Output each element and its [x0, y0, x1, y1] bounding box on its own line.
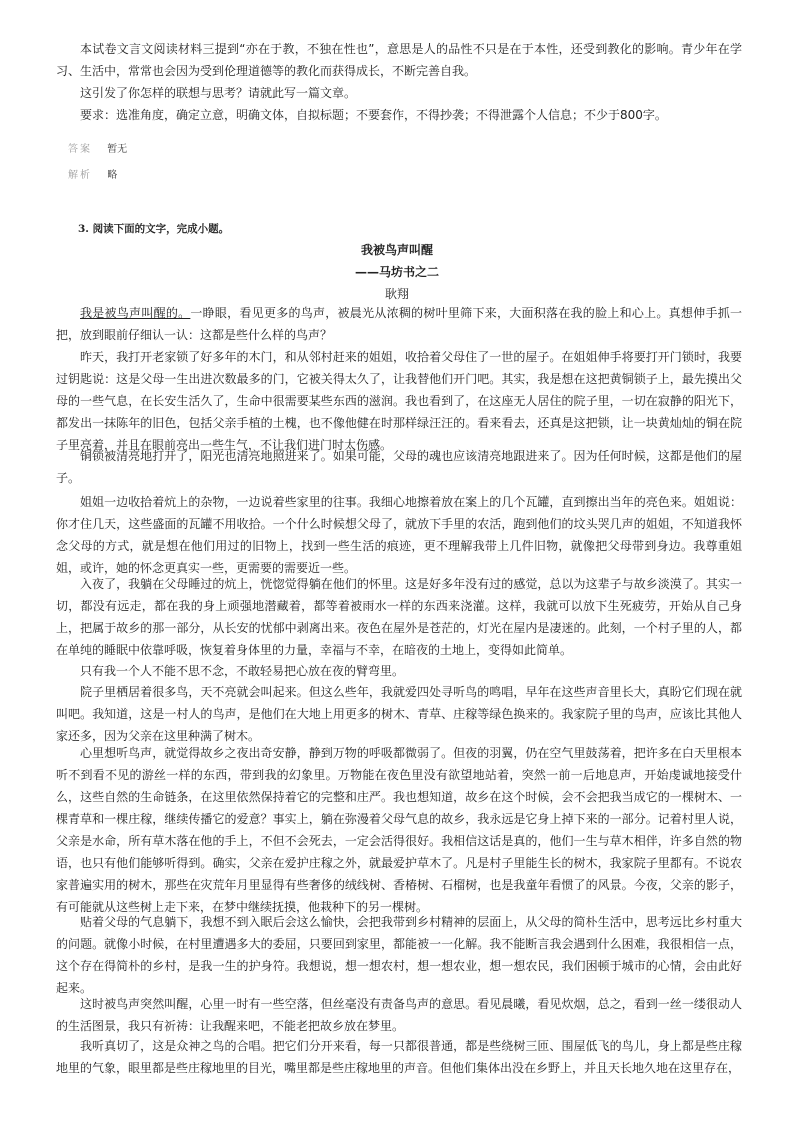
- article-paragraph-5: 入夜了，我躺在父母睡过的炕上，恍惚觉得躺在他们的怀里。这是好多年没有过的感觉，总以为这辈子与故乡淡漠了。其实一切，都没有远走，都在我的身上顽强地潜藏着，都等着被雨水一样的东西来浇灌。这样，我就可以放下生死疲劳，开始从自己身上，把属于故乡的那一部分，从长安的忧郁中剥离出来。夜色在屋外是苍茫的，灯光在屋内是凄迷的。此刻，一个村子里的人，都在单纯的睡眠中依靠呼吸，恢复着身体里的力量，幸福与不幸，在暗夜的土地上，变得如此简单。: [56, 577, 742, 657]
- question-header: 3. 阅读下面的文字，完成小题。: [78, 223, 230, 235]
- answer-row: [68, 140, 127, 155]
- article-subtitle: ——马坊书之二: [354, 265, 439, 279]
- article-author: 耿翔: [384, 287, 409, 301]
- paragraph-1-rest: 一睁眼，看见更多的鸟声，被晨光从浓稠的树叶里筛下来，大面积落在我的脸上和心上。真想伸手抓一把，放到眼前仔细认一认：这都是些什么样的鸟声？: [56, 306, 742, 342]
- article-paragraph-3: 铜锁被清亮地打开了，阳光也清亮地照进来了。如果可能，父母的魂也应该清亮地跟进来了。因为任何时候，这都是他们的屋子。: [56, 449, 742, 485]
- analysis-value: 略: [107, 170, 118, 181]
- article-paragraph-2: 昨天，我打开老家锁了好多年的木门，和从邻村赶来的姐姐，收拾着父母住了一世的屋子。在姐姐伸手将要打开门锁时，我要过钥匙说：这是父母一生出进次数最多的门，它被关得太久了，让我替他们开门吧。其实，我是想在这把黄铜锁子上，最先摸出父母的一些气息，在长安生活久了，生命中很需要某些东西的滋润。我也看到了，在这座无人居住的院子里，一切在寂静的阳光下，都发出一抹陈年的旧色，包括父亲手植的土槐，也不像他健在时那样绿汪汪的。看来看去，还真是这把锁，让一块黄灿灿的铜在院子里亮着，并且在眼前亮出一些生气，不让我们进门时太伤感。: [56, 350, 742, 452]
- article-paragraph-9: 贴着父母的气息躺下，我想不到入眠后会这么愉快，会把我带到乡村精神的层面上，从父母的简朴生活中，思考远比乡村重大的问题。就像小时候，在村里遭遇多大的委屈，只要回到家里，都能被一一化解。我不能断言我会遇到什么困难，我很相信一点，这个存在得简朴的乡村，是我一生的护身符。我想说，想一想农村，想一想农业，想一想农民，我们困顿于城市的心情，会由此好起来。: [56, 915, 742, 995]
- article-paragraph-10: 这时被鸟声突然叫醒，心里一时有一些空落，但丝毫没有责备鸟声的意思。看见晨曦，看见炊烟，总之，看到一丝一缕很动人的生活图景，我只有祈祷：让我醒来吧，不能老把故乡放在梦里。: [56, 997, 742, 1033]
- article-paragraph-1: [56, 302, 742, 346]
- answer-label: 答案: [68, 144, 92, 155]
- article-paragraph-6: 只有我一个人不能不思不念，不敢轻易把心放在夜的臂弯里。: [80, 664, 405, 678]
- article-paragraph-8: 心里想听鸟声，就觉得故乡之夜出奇安静，静到万物的呼吸都微弱了。但夜的羽翼，仍在空气里鼓荡着，把许多在白天里根本听不到看不见的游丝一样的东西，带到我的幻象里。万物能在夜色里没有欲望地站着，突然一前一后地息声，开始虔诚地接受什么，这些自然的生命链条，在这里依然保持着它的完整和庄严。我也想知道，故乡在这个时候，会不会把我当成它的一棵树木、一棵青草和一棵庄稼，继续传播它的爱意？事实上，躺在弥漫着父母气息的故乡，我永远是它身上掉下来的一部分。记着村里人说，父亲是水命，所有草木落在他的手上，不但不会死去，一定会活得很好。我相信这话是真的，他们一生与草木相伴，许多自然的物语，也只有他们能够听得到。确实，父亲在爱护庄稼之外，就最爱护草木了。凡是村子里能生长的树木，我家院子里都有。不说农家普遍实用的树木，那些在灾荒年月里显得有些奢侈的绒线树、香椿树、石榴树，也是我童年看惯了的风景。今夜，父亲的影子，有可能就从这些树上走下来，在梦中继续抚摸，他栽种下的另一棵树。: [56, 746, 742, 914]
- analysis-row: [68, 166, 117, 181]
- article-title: 我被鸟声叫醒: [360, 243, 433, 257]
- article-paragraph-7: 院子里栖居着很多鸟，天不亮就会叫起来。但这么些年，我就爱四处寻听鸟的鸣唱，早年在这些声音里长大，真盼它们现在就叫吧。我知道，这是一村人的鸟声，是他们在大地上用更多的树木、青草、庄稼等绿色换来的。我家院子里的鸟声，应该比其他人家还多，因为父亲在这里种满了树木。: [56, 685, 742, 743]
- writing-task-question: 这引发了你怎样的联想与思考？请就此写一篇文章。: [80, 86, 357, 100]
- answer-value: 暂无: [107, 144, 128, 155]
- article-paragraph-11: 我听真切了，这是众神之鸟的合唱。把它们分开来看，每一只都很普通，都是些绕树三匝、围屋低飞的鸟儿，身上都是些庄稼地里的气象，眼里都是些庄稼地里的目光，嘴里都是些庄稼地里的声音。但他们集体出没在乡野上，并且天长地久地在这里存在，: [56, 1039, 742, 1075]
- writing-task-requirements: 要求：选准角度，确定立意，明确文体，自拟标题；不要套作，不得抄袭；不得泄露个人信息；不少于800字。: [80, 108, 667, 122]
- underlined-sentence: 我是被鸟声叫醒的。: [80, 306, 191, 320]
- writing-task-prompt: 本试卷文言文阅读材料三提到“亦在于教，不独在性也”，意思是人的品性不只是在于本性，还受到教化的影响。青少年在学习、生活中，常常也会因为受到伦理道德等的教化而获得成长，不断完善自我。: [56, 42, 742, 78]
- analysis-label: 解析: [68, 170, 92, 181]
- article-paragraph-4: 姐姐一边收拾着炕上的杂物，一边说着些家里的往事。我细心地擦着放在案上的几个瓦罐，直到擦出当年的亮色来。姐姐说：你才住几天，这些盛面的瓦罐不用收拾。一个什么时候想父母了，就放下手里的农活，跑到他们的坟头哭几声的姐姐，不知道我怀念父母的方式，就是想在他们用过的旧物上，找到一些生活的痕迹，更不理解我带上几件旧物，就像把父母带到身边。我尊重姐姐，或许，她的怀念更真实一些，更需要的需要近一些。: [56, 495, 742, 575]
